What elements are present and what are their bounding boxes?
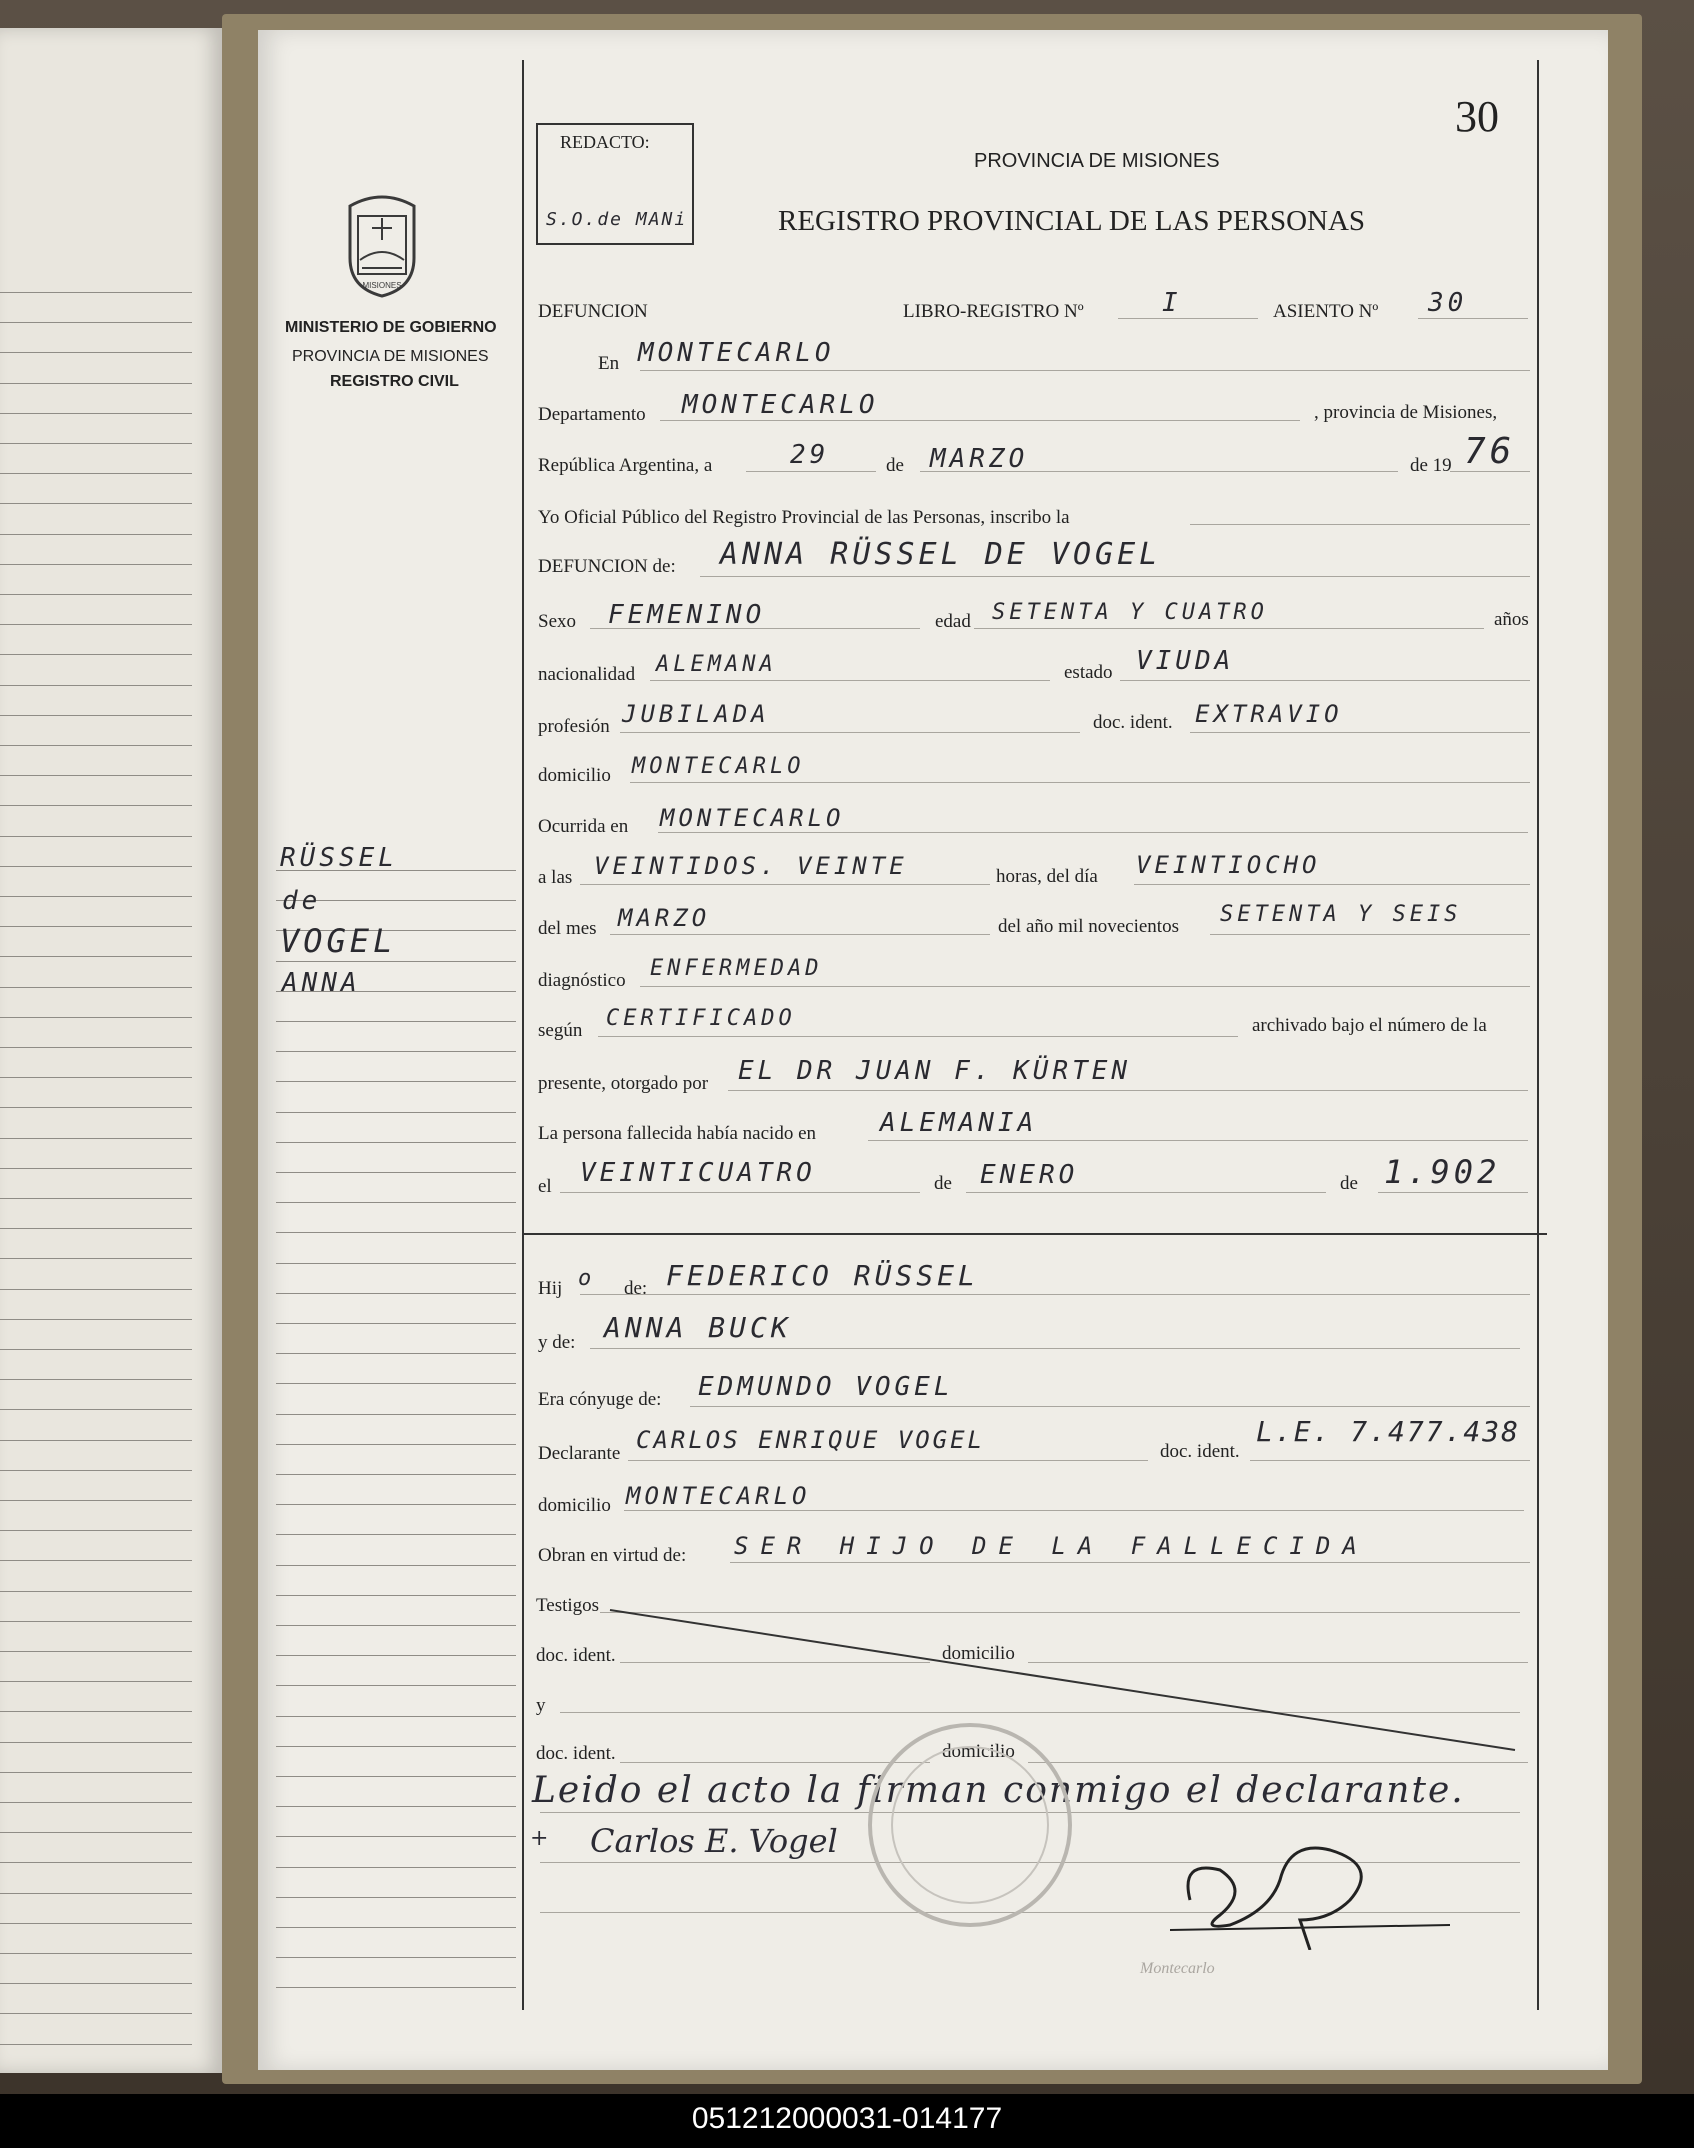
ruled-line bbox=[598, 1036, 1238, 1037]
ruled-line bbox=[276, 961, 516, 962]
ruled-line bbox=[276, 1927, 516, 1928]
ruled-line bbox=[0, 926, 192, 927]
ruled-line bbox=[0, 896, 192, 897]
ruled-line bbox=[1250, 1460, 1530, 1461]
ruled-line bbox=[276, 1051, 516, 1052]
label-defuncion: DEFUNCION bbox=[538, 301, 648, 322]
field-domicilio: MONTECARLO bbox=[632, 754, 805, 779]
registry-title: REGISTRO PROVINCIAL DE LAS PERSONAS bbox=[778, 205, 1366, 237]
ruled-line bbox=[728, 1090, 1528, 1091]
field-a-las: VEINTIDOS. VEINTE bbox=[594, 852, 908, 880]
label-departamento: Departamento bbox=[538, 404, 646, 425]
ruled-line bbox=[0, 383, 192, 384]
label-estado: estado bbox=[1064, 662, 1113, 683]
ruled-line bbox=[0, 352, 192, 353]
label-en: En bbox=[598, 353, 620, 374]
field-nacionalidad: ALEMANA bbox=[656, 652, 777, 677]
field-ano: 76 bbox=[1464, 431, 1516, 472]
seal-text: MISIONES bbox=[362, 281, 402, 290]
ruled-line bbox=[276, 1987, 516, 1988]
label-el: el bbox=[538, 1176, 552, 1197]
ruled-line bbox=[276, 1806, 516, 1807]
ministry-line-1: MINISTERIO DE GOBIERNO bbox=[285, 319, 497, 336]
label-de-mes: de bbox=[886, 455, 904, 476]
ruled-line bbox=[276, 1112, 516, 1113]
ruled-line bbox=[1028, 1762, 1528, 1763]
ruled-line bbox=[0, 443, 192, 444]
province-heading: PROVINCIA DE MISIONES bbox=[974, 150, 1220, 172]
ruled-line bbox=[0, 1862, 192, 1863]
field-departamento: MONTECARLO bbox=[682, 390, 879, 420]
ruled-line bbox=[1190, 524, 1530, 525]
ruled-line bbox=[560, 1192, 920, 1193]
ruled-line bbox=[0, 1591, 192, 1592]
ruled-line bbox=[276, 1353, 516, 1354]
field-obran: SER HIJO DE LA FALLECIDA bbox=[734, 1532, 1369, 1560]
label-provincia: , provincia de Misiones, bbox=[1314, 402, 1498, 423]
label-declarante: Declarante bbox=[538, 1443, 621, 1464]
ruled-line bbox=[1418, 318, 1528, 319]
ruled-line bbox=[0, 1681, 192, 1682]
ruled-line bbox=[0, 1138, 192, 1139]
ruled-line bbox=[0, 1047, 192, 1048]
ruled-line bbox=[0, 1772, 192, 1773]
ruled-line bbox=[276, 1957, 516, 1958]
label-republica: República Argentina, a bbox=[538, 455, 713, 476]
ruled-line bbox=[610, 934, 990, 935]
label-testigo1-doc: doc. ident. bbox=[536, 1645, 616, 1666]
field-nacido-en: ALEMANIA bbox=[880, 1108, 1038, 1138]
ruled-line bbox=[868, 1140, 1528, 1141]
label-testigo1-domicilio: domicilio bbox=[942, 1643, 1015, 1664]
ruled-line bbox=[276, 1776, 516, 1777]
label-defuncion-de: DEFUNCION de: bbox=[538, 556, 676, 577]
label-de-nac-mes: de bbox=[934, 1173, 952, 1194]
ruled-line bbox=[276, 1595, 516, 1596]
margin-first-name: ANNA bbox=[282, 968, 361, 998]
field-estado: VIUDA bbox=[1136, 646, 1235, 676]
ruled-line bbox=[1210, 934, 1530, 935]
field-nac-ano: 1.902 bbox=[1384, 1153, 1501, 1191]
ruled-line bbox=[0, 1168, 192, 1169]
ruled-line bbox=[0, 1379, 192, 1380]
margin-married-name: VOGEL bbox=[280, 922, 397, 960]
label-sexo: Sexo bbox=[538, 611, 576, 632]
ruled-line bbox=[276, 1293, 516, 1294]
field-mes-muerte: MARZO bbox=[618, 904, 711, 932]
ruled-line bbox=[276, 1383, 516, 1384]
margin-surname: RÜSSEL bbox=[280, 843, 398, 873]
field-segun: CERTIFICADO bbox=[606, 1006, 796, 1031]
plus-mark-icon: + bbox=[530, 1826, 549, 1851]
ruled-line bbox=[0, 1289, 192, 1290]
redacto-label: REDACTO: bbox=[560, 132, 650, 152]
official-round-stamp bbox=[850, 1710, 1090, 1940]
page-number: 30 bbox=[1455, 92, 1499, 141]
field-declarante: CARLOS ENRIQUE VOGEL bbox=[636, 1426, 985, 1454]
label-y-de: y de: bbox=[538, 1332, 576, 1353]
label-hijo-de: de: bbox=[624, 1278, 648, 1299]
ruled-line bbox=[0, 594, 192, 595]
ruled-line bbox=[640, 370, 1530, 371]
ruled-line bbox=[580, 1294, 1530, 1295]
label-horas: horas, del día bbox=[996, 866, 1098, 887]
ruled-line bbox=[0, 1711, 192, 1712]
label-del-mes: del mes bbox=[538, 918, 597, 939]
ruled-line bbox=[0, 1107, 192, 1108]
label-de-nac-ano: de bbox=[1340, 1173, 1358, 1194]
ruled-line bbox=[730, 1562, 1530, 1563]
field-sexo: FEMENINO bbox=[608, 600, 766, 630]
ruled-line bbox=[700, 576, 1530, 577]
ruled-line bbox=[0, 805, 192, 806]
ruled-line bbox=[0, 1409, 192, 1410]
ruled-line bbox=[0, 685, 192, 686]
margin-de: de bbox=[282, 886, 322, 916]
label-segun: según bbox=[538, 1020, 583, 1041]
field-ano-muerte: SETENTA Y SEIS bbox=[1220, 902, 1462, 927]
field-profesion: JUBILADA bbox=[622, 700, 770, 728]
label-domicilio: domicilio bbox=[538, 765, 611, 786]
seal-icon bbox=[340, 188, 424, 300]
ruled-line bbox=[276, 1867, 516, 1868]
ruled-line bbox=[0, 836, 192, 837]
ruled-line bbox=[0, 1560, 192, 1561]
ruled-line bbox=[0, 1440, 192, 1441]
ruled-line bbox=[640, 986, 1530, 987]
field-en: MONTECARLO bbox=[638, 338, 835, 368]
ruled-line bbox=[0, 1651, 192, 1652]
ruled-line bbox=[0, 1077, 192, 1078]
label-hijo: Hij bbox=[538, 1278, 563, 1299]
field-madre: ANNA BUCK bbox=[604, 1311, 792, 1344]
ruled-line bbox=[590, 1348, 1520, 1349]
ruled-line bbox=[0, 775, 192, 776]
field-otorgado: EL DR JUAN F. KÜRTEN bbox=[738, 1056, 1132, 1086]
redacto-value: S.O.de MANi bbox=[546, 209, 688, 230]
ruled-line bbox=[650, 680, 1050, 681]
ruled-line bbox=[0, 1228, 192, 1229]
ruled-line bbox=[276, 1746, 516, 1747]
field-edad: SETENTA Y CUATRO bbox=[992, 600, 1268, 625]
official-signature-icon bbox=[1160, 1820, 1460, 1950]
ruled-line bbox=[0, 564, 192, 565]
ruled-line bbox=[276, 1081, 516, 1082]
field-hijo-suffix: o bbox=[578, 1266, 596, 1291]
ruled-line bbox=[0, 1319, 192, 1320]
label-declarante-doc: doc. ident. bbox=[1160, 1441, 1240, 1462]
ruled-line bbox=[0, 1832, 192, 1833]
field-nac-dia: VEINTICUATRO bbox=[580, 1158, 816, 1188]
ruled-line bbox=[276, 1685, 516, 1686]
ruled-line bbox=[276, 1504, 516, 1505]
form-left-border bbox=[522, 60, 524, 2010]
label-del-ano: del año mil novecientos bbox=[998, 916, 1179, 937]
ruled-line bbox=[0, 534, 192, 535]
label-testigo2-domicilio: domicilio bbox=[942, 1741, 1015, 1762]
ruled-line bbox=[966, 1192, 1326, 1193]
stamp-location: Montecarlo bbox=[1140, 1960, 1215, 1977]
closing-statement: Leido el acto la firman conmigo el declarante. bbox=[532, 1770, 1465, 1811]
field-conyuge: EDMUNDO VOGEL bbox=[698, 1372, 954, 1402]
ruled-line bbox=[0, 1530, 192, 1531]
label-nacido: La persona fallecida había nacido en bbox=[538, 1123, 816, 1144]
ruled-line bbox=[0, 322, 192, 323]
field-libro: I bbox=[1162, 288, 1182, 318]
ruled-line bbox=[0, 1198, 192, 1199]
label-diagnostico: diagnóstico bbox=[538, 970, 626, 991]
ruled-line bbox=[660, 420, 1300, 421]
ruled-line bbox=[276, 1474, 516, 1475]
label-asiento: ASIENTO Nº bbox=[1273, 301, 1379, 322]
ruled-line bbox=[0, 745, 192, 746]
ruled-line bbox=[0, 2013, 192, 2014]
ruled-line bbox=[0, 956, 192, 957]
label-testigo2-doc: doc. ident. bbox=[536, 1743, 616, 1764]
ruled-line bbox=[276, 1655, 516, 1656]
ruled-line bbox=[0, 413, 192, 414]
declarant-signature: Carlos E. Vogel bbox=[590, 1822, 838, 1860]
ruled-line bbox=[276, 1142, 516, 1143]
field-nombre: ANNA RÜSSEL DE VOGEL bbox=[720, 537, 1162, 572]
ruled-line bbox=[746, 471, 876, 472]
document-id: 051212000031-014177 bbox=[691, 2102, 1003, 2135]
ruled-line bbox=[276, 1172, 516, 1173]
ruled-line bbox=[276, 1021, 516, 1022]
ruled-line bbox=[1134, 884, 1530, 885]
ruled-line bbox=[276, 1202, 516, 1203]
field-padre: FEDERICO RÜSSEL bbox=[666, 1259, 979, 1292]
ruled-line bbox=[276, 1232, 516, 1233]
ruled-line bbox=[276, 1625, 516, 1626]
field-doc-ident: EXTRAVIO bbox=[1195, 700, 1343, 728]
ruled-line bbox=[0, 654, 192, 655]
ruled-line bbox=[0, 473, 192, 474]
ruled-line bbox=[624, 1510, 1524, 1511]
ruled-line bbox=[0, 715, 192, 716]
field-mes: MARZO bbox=[930, 444, 1029, 474]
ruled-line bbox=[0, 987, 192, 988]
ruled-line bbox=[0, 1470, 192, 1471]
ruled-line bbox=[628, 1460, 1148, 1461]
section-divider bbox=[522, 1233, 1547, 1235]
label-y: y bbox=[536, 1695, 546, 1716]
ruled-line bbox=[0, 503, 192, 504]
label-obran: Obran en virtud de: bbox=[538, 1545, 687, 1566]
ruled-line bbox=[276, 1263, 516, 1264]
label-archivado: archivado bajo el número de la bbox=[1252, 1015, 1487, 1036]
ruled-line bbox=[0, 866, 192, 867]
ruled-line bbox=[0, 1017, 192, 1018]
label-doc-ident: doc. ident. bbox=[1093, 712, 1173, 733]
ruled-line bbox=[1190, 732, 1530, 733]
field-dia: 29 bbox=[790, 440, 830, 470]
field-asiento: 30 bbox=[1428, 288, 1468, 318]
field-nac-mes: ENERO bbox=[980, 1160, 1079, 1190]
label-anos: años bbox=[1494, 609, 1529, 630]
ruled-line bbox=[580, 884, 990, 885]
label-a-las: a las bbox=[538, 867, 573, 888]
ruled-line bbox=[276, 1323, 516, 1324]
ruled-line bbox=[0, 1923, 192, 1924]
ruled-line bbox=[658, 832, 1528, 833]
ruled-line bbox=[1120, 680, 1530, 681]
field-ocurrida: MONTECARLO bbox=[660, 804, 845, 832]
ruled-line bbox=[0, 2044, 192, 2045]
label-edad: edad bbox=[935, 611, 971, 632]
ruled-line bbox=[0, 292, 192, 293]
ruled-line bbox=[0, 1802, 192, 1803]
redacto-box bbox=[536, 123, 694, 245]
field-diagnostico: ENFERMEDAD bbox=[650, 956, 823, 981]
ruled-line bbox=[974, 628, 1484, 629]
ruled-line bbox=[276, 1716, 516, 1717]
label-presente: presente, otorgado por bbox=[538, 1073, 709, 1094]
ruled-line bbox=[0, 1983, 192, 1984]
ministry-line-3: REGISTRO CIVIL bbox=[330, 373, 459, 390]
field-declarante-doc: L.E. 7.477.438 bbox=[1256, 1415, 1521, 1448]
field-declarante-domicilio: MONTECARLO bbox=[626, 1482, 811, 1510]
field-dia-muerte: VEINTIOCHO bbox=[1136, 851, 1321, 879]
label-ocurrida: Ocurrida en bbox=[538, 816, 629, 837]
ruled-line bbox=[1378, 1192, 1528, 1193]
ruled-line bbox=[276, 1444, 516, 1445]
label-nacionalidad: nacionalidad bbox=[538, 664, 636, 685]
ruled-line bbox=[0, 1893, 192, 1894]
label-yo-oficial: Yo Oficial Público del Registro Provincial de las Personas, inscribo la bbox=[538, 507, 1070, 528]
ruled-line bbox=[620, 732, 1080, 733]
ruled-line bbox=[276, 1897, 516, 1898]
ruled-line bbox=[630, 782, 1530, 783]
ruled-line bbox=[690, 1406, 1530, 1407]
ruled-line bbox=[0, 1742, 192, 1743]
ruled-line bbox=[0, 1500, 192, 1501]
ruled-line bbox=[276, 1534, 516, 1535]
form-right-border bbox=[1537, 60, 1539, 2010]
ruled-line bbox=[276, 1565, 516, 1566]
ruled-line bbox=[0, 1953, 192, 1954]
label-declarante-domicilio: domicilio bbox=[538, 1495, 611, 1516]
ruled-line bbox=[276, 1414, 516, 1415]
ruled-line bbox=[276, 1836, 516, 1837]
label-testigos: Testigos bbox=[536, 1595, 600, 1616]
ruled-line bbox=[0, 1258, 192, 1259]
ruled-line bbox=[0, 1349, 192, 1350]
ministry-line-2: PROVINCIA DE MISIONES bbox=[292, 348, 489, 365]
label-profesion: profesión bbox=[538, 716, 610, 737]
ruled-line bbox=[0, 1621, 192, 1622]
label-libro: LIBRO-REGISTRO Nº bbox=[903, 301, 1084, 322]
ruled-line bbox=[1118, 318, 1258, 319]
label-conyuge: Era cónyuge de: bbox=[538, 1389, 662, 1410]
ruled-line bbox=[0, 624, 192, 625]
label-de19: de 19 bbox=[1410, 455, 1452, 476]
